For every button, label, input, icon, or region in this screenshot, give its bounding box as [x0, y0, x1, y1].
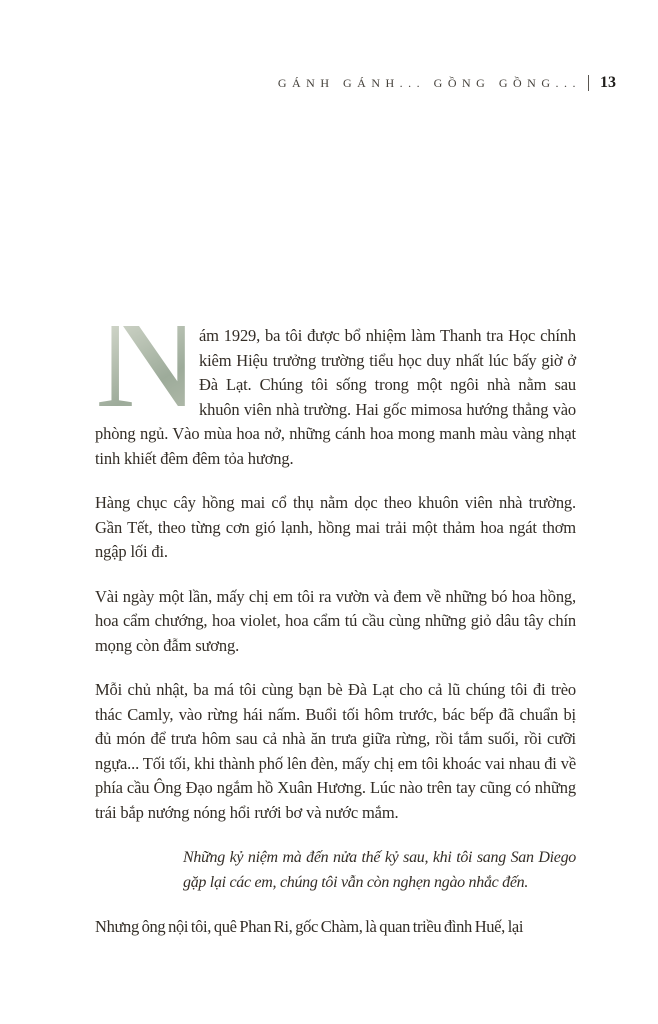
italic-quote: Những kỷ niệm mà đến nửa thế kỷ sau, khi tôi sang San Diego gặp lại các em, chúng tôi vẫn còn nghẹn ngào nhắc đến. [183, 849, 576, 891]
paragraph-opening-text: ám 1929, ba tôi được bổ nhiệm làm Thanh tra Học chính kiêm Hiệu trưởng trường tiểu học duy nhất lúc bấy giờ ở Đà Lạt. Chúng tôi sống trong một ngôi nhà nằm sau khuôn viên nhà trường. Hai gốc mimosa hướng thẳng vào phòng ngủ. Vào mùa hoa nở, những cánh hoa mong manh màu vàng nhạt tinh khiết đêm đêm tỏa hương. [95, 326, 576, 468]
paragraph-hong-mai: Hàng chục cây hồng mai cổ thụ nằm dọc theo khuôn viên nhà trường. Gần Tết, theo từng cơn gió lạnh, hồng mai trải một thảm hoa ngát thơm ngập lối đi. [95, 493, 576, 561]
page-number: 13 [600, 74, 616, 91]
running-header [278, 74, 616, 92]
paragraph-grandfather: Nhưng ông nội tôi, quê Phan Ri, gốc Chàm, là quan triều đình Huế, lại [95, 917, 524, 936]
paragraph-flowers: Vài ngày một lần, mấy chị em tôi ra vườn và đem về những bó hoa hồng, hoa cẩm chướng, hoa violet, hoa cẩm tú cầu cùng những giỏ dâu tây chín mọng còn đẫm sương. [95, 586, 576, 655]
paragraph-sunday-trips: Mỗi chủ nhật, ba má tôi cùng bạn bè Đà Lạt cho cả lũ chúng tôi đi trèo thác Camly, vào rừng hái nấm. Buổi tối hôm trước, bác bếp đã chuẩn bị đủ món để trưa hôm sau cả nhà ăn trưa giữa rừng, rồi tắm suối, rồi cưỡi ngựa... Tối tối, khi thành phố lên đèn, mấy chị em tôi khoác vai nhau đi về phía cầu Ông Đạo ngắm hồ Xuân Hương. Lúc nào trên tay cũng có những trái bắp nướng nóng hổi rưới bơ và nước mắm. [95, 680, 576, 822]
text-block [95, 276, 576, 940]
running-header-title: GÁNH GÁNH... GỒNG GỒNG... [277, 75, 581, 90]
paragraph-opening [95, 276, 576, 471]
dropcap-letter: N [95, 276, 201, 438]
header-separator-rule [588, 75, 589, 91]
